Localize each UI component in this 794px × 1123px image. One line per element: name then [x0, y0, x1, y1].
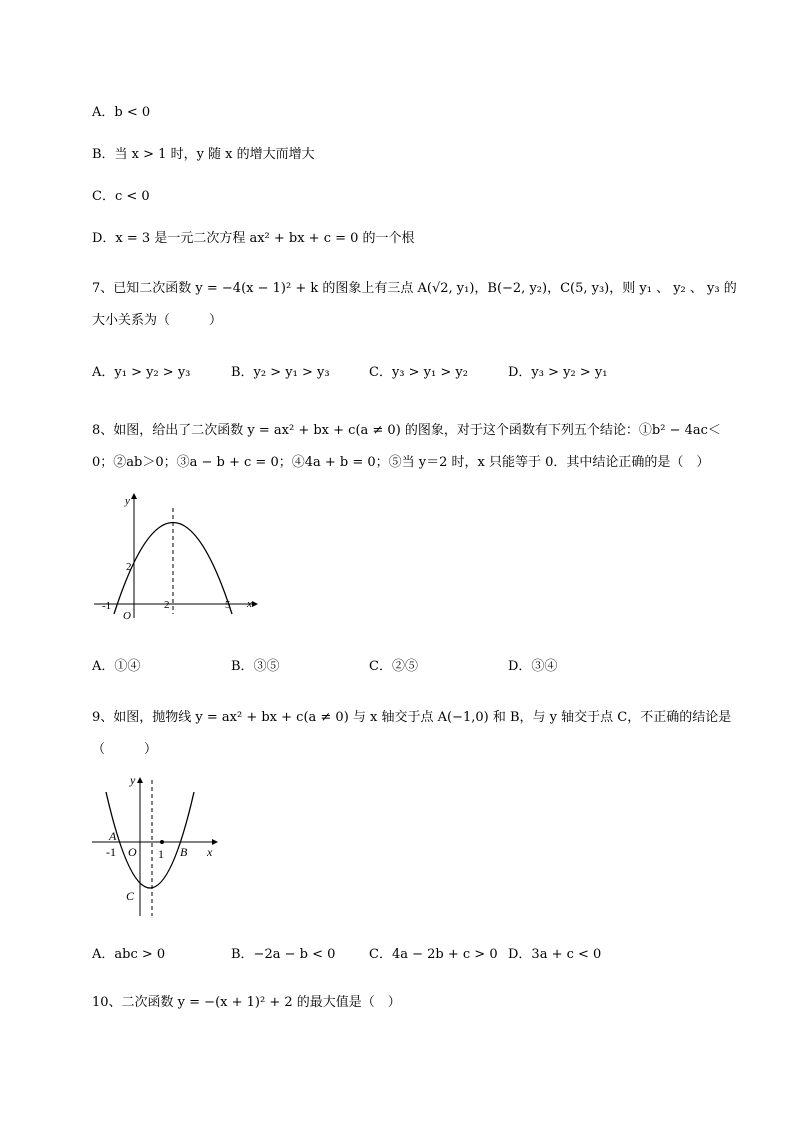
- q6-option-c: C．c < 0: [92, 189, 150, 204]
- q8-parabola-figure: [92, 490, 262, 620]
- q9-stem-line1: 9、如图，抛物线 y = ax² + bx + c(a ≠ 0) 与 x 轴交于点 A(−1,0) 和 B，与 y 轴交于点 C，不正确的结论是: [92, 710, 732, 725]
- q7-stem-line1: 7、已知二次函数 y = −4(x − 1)² + k 的图象上有三点 A(√2, y₁)，B(−2, y₂)，C(5, y₃)，则 y₁ 、 y₂ 、 y₃ 的: [92, 281, 737, 296]
- q8-y-arrow: [131, 493, 137, 499]
- q8-label-2x: 2: [164, 599, 170, 611]
- q9-label-origin: O: [128, 845, 137, 859]
- q8-label-5: 5: [225, 599, 231, 611]
- q8-option-b: B．③⑤: [231, 659, 280, 674]
- q7-option-a: A．y₁ > y₂ > y₃: [92, 365, 191, 380]
- q6-option-b: B．当 x > 1 时，y 随 x 的增大而增大: [92, 147, 315, 162]
- q9-x-arrow: [212, 839, 218, 845]
- q8-stem-line1: 8、如图，给出了二次函数 y = ax² + bx + c(a ≠ 0) 的图象，对于这个函数有下列五个结论：①b² − 4ac＜: [92, 423, 721, 438]
- q9-parabola-curve: [106, 792, 194, 888]
- q7-option-d: D．y₃ > y₂ > y₁: [508, 365, 608, 380]
- q9-option-d: D．3a + c < 0: [508, 947, 602, 962]
- q9-label-1: 1: [158, 847, 164, 861]
- q9-parabola-figure: [92, 770, 222, 920]
- q8-label-x: x: [247, 598, 252, 610]
- q8-x-arrow: [252, 601, 258, 607]
- q8-label-2y: 2: [126, 561, 132, 573]
- q9-option-c: C．4a − 2b + c > 0: [369, 947, 498, 962]
- q9-option-b: B．−2a − b < 0: [231, 947, 336, 962]
- q8-option-d: D．③④: [508, 659, 558, 674]
- q10-stem-line1: 10、二次函数 y = −(x + 1)² + 2 的最大值是（ ）: [92, 995, 401, 1010]
- q9-y-arrow: [137, 777, 143, 783]
- q7-option-c: C．y₃ > y₁ > y₂: [369, 365, 468, 380]
- q6-option-d: D．x = 3 是一元二次方程 ax² + bx + c = 0 的一个根: [92, 231, 415, 246]
- q9-label-x: x: [207, 845, 213, 859]
- q9-label-a: A: [109, 829, 117, 843]
- q9-label-c: C: [126, 889, 135, 903]
- q9-point-1: [160, 840, 164, 844]
- q9-label-y: y: [130, 773, 136, 787]
- q7-option-b: B．y₂ > y₁ > y₃: [231, 365, 330, 380]
- q9-stem-line2: （ ）: [92, 742, 158, 757]
- q9-label-b: B: [180, 845, 188, 859]
- q8-option-a: A．①④: [92, 659, 141, 674]
- q9-option-a: A．abc > 0: [92, 947, 166, 962]
- q8-stem-line2: 0；②ab＞0；③a − b + c = 0；④4a + b = 0；⑤当 y＝2 时，x 只能等于 0．其中结论正确的是（ ）: [92, 455, 710, 470]
- q7-stem-line2: 大小关系为（ ）: [92, 313, 223, 328]
- q9-label-neg1: -1: [106, 845, 116, 859]
- q6-option-a: A．b < 0: [92, 105, 151, 120]
- q8-option-c: C．②⑤: [369, 659, 418, 674]
- q8-label-origin: O: [123, 610, 131, 620]
- q8-label-y: y: [125, 495, 130, 507]
- q8-label-neg1: -1: [102, 600, 112, 612]
